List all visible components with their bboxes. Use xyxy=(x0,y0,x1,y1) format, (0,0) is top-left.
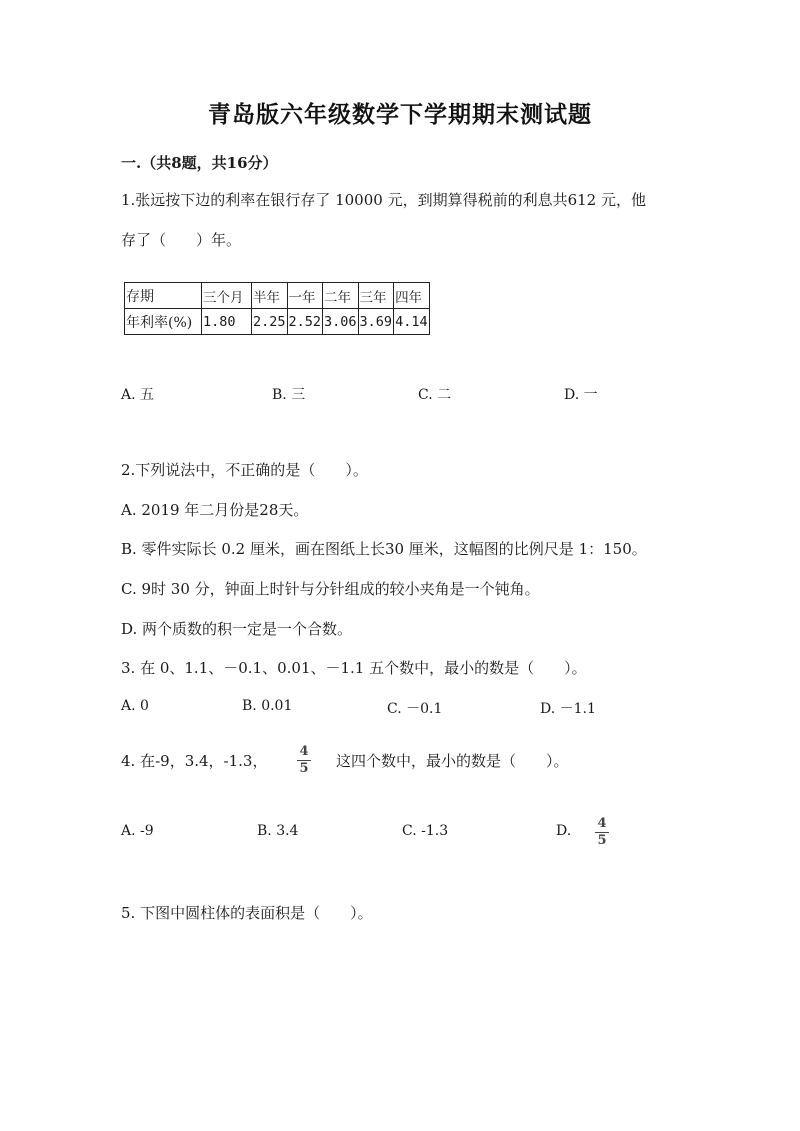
q2-option-a[interactable]: A. 2019 年二月份是28天。 xyxy=(121,501,309,519)
table-cell: 二年 xyxy=(323,283,359,309)
q1-stem-line1: 1.张远按下边的利率在银行存了 10000 元，到期算得税前的利息共612 元，他 xyxy=(121,191,646,209)
table-cell: 四年 xyxy=(394,283,430,309)
q3-option-c[interactable]: C. －0.1 xyxy=(387,701,443,717)
q4-option-b[interactable]: B. 3.4 xyxy=(257,823,299,839)
fraction-numerator: 4 xyxy=(299,744,309,759)
page-title: 青岛版六年级数学下学期期末测试题 xyxy=(208,101,592,128)
table-cell: 半年 xyxy=(252,283,288,309)
interest-rate-table xyxy=(124,282,430,335)
fraction-numerator: 4 xyxy=(597,816,607,831)
q2-stem: 2.下列说法中，不正确的是（ ）。 xyxy=(121,461,368,479)
q2-option-d[interactable]: D. 两个质数的积一定是一个合数。 xyxy=(121,620,353,638)
q1-option-c[interactable]: C. 二 xyxy=(418,387,452,403)
table-cell: 2.25 xyxy=(252,309,288,335)
table-row xyxy=(125,283,430,309)
q2-option-b[interactable]: B. 零件实际长 0.2 厘米，画在图纸上长30 厘米，这幅图的比例尺是 1：150。 xyxy=(121,540,647,558)
table-cell: 4.14 xyxy=(394,309,430,335)
section-heading: 一.（共8题，共16分） xyxy=(121,154,278,172)
q2-option-c[interactable]: C. 9时 30 分，钟面上时针与分针组成的较小夹角是一个钝角。 xyxy=(121,580,540,598)
table-cell: 年利率(%) xyxy=(125,309,202,335)
table-cell: 一年 xyxy=(287,283,323,309)
q4-option-d-fraction xyxy=(595,817,609,848)
q4-option-a[interactable]: A. -9 xyxy=(121,823,154,839)
q4-fraction xyxy=(297,745,311,776)
table-cell: 三个月 xyxy=(202,283,252,309)
q4-stem-part1: 4. 在-9，3.4，-1.3， xyxy=(121,752,268,770)
table-cell: 3.69 xyxy=(358,309,394,335)
table-cell: 2.52 xyxy=(287,309,323,335)
q1-option-b[interactable]: B. 三 xyxy=(272,387,306,403)
q1-option-a[interactable]: A. 五 xyxy=(121,387,155,403)
q4-option-c[interactable]: C. -1.3 xyxy=(402,823,449,839)
q4-option-d[interactable]: D. xyxy=(556,823,572,839)
q3-option-d[interactable]: D. －1.1 xyxy=(540,701,596,717)
table-cell: 三年 xyxy=(358,283,394,309)
table-row xyxy=(125,309,430,335)
q1-option-d[interactable]: D. 一 xyxy=(564,387,598,403)
q3-stem: 3. 在 0、1.1、－0.1、0.01、－1.1 五个数中，最小的数是（ ）。 xyxy=(121,659,587,677)
fraction-denominator: 5 xyxy=(299,761,309,776)
fraction-denominator: 5 xyxy=(597,833,607,848)
q3-option-b[interactable]: B. 0.01 xyxy=(242,698,293,714)
table-cell: 存期 xyxy=(125,283,202,309)
q5-stem: 5. 下图中圆柱体的表面积是（ ）。 xyxy=(121,904,373,922)
q3-option-a[interactable]: A. 0 xyxy=(121,698,149,714)
table-cell: 1.80 xyxy=(202,309,252,335)
q1-stem-line2: 存了（ ）年。 xyxy=(121,231,242,249)
table-cell: 3.06 xyxy=(323,309,359,335)
q4-stem-part2: 这四个数中，最小的数是（ ）。 xyxy=(336,752,569,770)
